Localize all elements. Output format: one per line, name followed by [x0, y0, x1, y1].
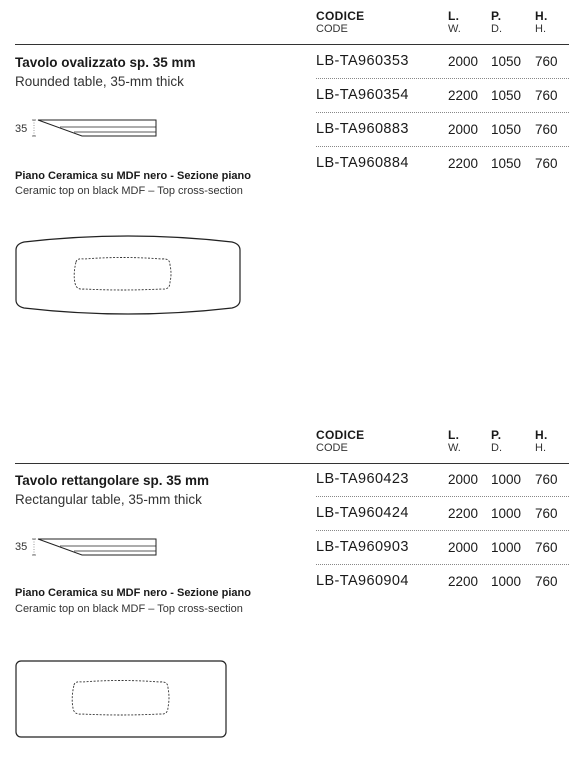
- product-code: LB-TA960883: [316, 121, 409, 137]
- header-code-it: CODICE: [316, 9, 365, 23]
- height-value: 760: [535, 472, 558, 487]
- material-title-en: Ceramic top on black MDF – Top cross-section: [15, 185, 243, 197]
- height-value: 760: [535, 540, 558, 555]
- width-value: 2000: [448, 122, 479, 137]
- column-header-width: [448, 429, 461, 454]
- depth-value: 1000: [491, 472, 522, 487]
- height-value: 760: [535, 88, 558, 103]
- height-value: 760: [535, 506, 558, 521]
- width-value: 2000: [448, 472, 479, 487]
- product-title-it: Tavolo rettangolare sp. 35 mm: [15, 473, 210, 488]
- height-value: 760: [535, 54, 558, 69]
- width-value: 2200: [448, 574, 479, 589]
- product-code: LB-TA960884: [316, 155, 409, 171]
- product-code: LB-TA960423: [316, 471, 409, 487]
- header-code-en: CODE: [316, 23, 348, 35]
- table-row: [316, 531, 569, 565]
- header-depth-it: P.: [491, 428, 502, 442]
- header-width-it: L.: [448, 9, 460, 23]
- height-value: 760: [535, 574, 558, 589]
- header-code-en: CODE: [316, 442, 348, 454]
- height-value: 760: [535, 122, 558, 137]
- rectangular-table-top-view: [14, 659, 228, 739]
- depth-value: 1050: [491, 122, 522, 137]
- product-code: LB-TA960354: [316, 87, 409, 103]
- width-value: 2000: [448, 54, 479, 69]
- header-height-en: H.: [535, 23, 546, 35]
- width-value: 2000: [448, 540, 479, 555]
- header-depth-it: P.: [491, 9, 502, 23]
- product-code: LB-TA960353: [316, 53, 409, 69]
- product-code: LB-TA960424: [316, 505, 409, 521]
- header-depth-en: D.: [491, 23, 502, 35]
- header-width-en: W.: [448, 442, 461, 454]
- height-value: 760: [535, 156, 558, 171]
- width-value: 2200: [448, 88, 479, 103]
- depth-value: 1000: [491, 506, 522, 521]
- header-height-en: H.: [535, 442, 546, 454]
- column-header-height: [535, 429, 548, 454]
- thickness-label: 35: [15, 123, 28, 135]
- header-code-it: CODICE: [316, 428, 365, 442]
- depth-value: 1050: [491, 156, 522, 171]
- material-title-it: Piano Ceramica su MDF nero - Sezione piano: [15, 170, 251, 182]
- depth-value: 1050: [491, 88, 522, 103]
- table-row: [316, 565, 569, 599]
- header-width-en: W.: [448, 23, 461, 35]
- material-title-en: Ceramic top on black MDF – Top cross-section: [15, 603, 243, 615]
- column-header-code: [316, 429, 364, 454]
- header-height-it: H.: [535, 9, 548, 23]
- column-header-depth: [491, 429, 502, 454]
- header-width-it: L.: [448, 428, 460, 442]
- product-title-en: Rectangular table, 35-mm thick: [15, 492, 202, 507]
- depth-value: 1000: [491, 540, 522, 555]
- header-depth-en: D.: [491, 442, 502, 454]
- product-code: LB-TA960904: [316, 573, 409, 589]
- thickness-label: 35: [15, 541, 28, 553]
- header-height-it: H.: [535, 428, 548, 442]
- depth-value: 1050: [491, 54, 522, 69]
- product-code: LB-TA960903: [316, 539, 409, 555]
- edge-profile-diagram: [30, 537, 160, 559]
- product-title-en: Rounded table, 35-mm thick: [15, 74, 184, 89]
- width-value: 2200: [448, 156, 479, 171]
- product-title-it: Tavolo ovalizzato sp. 35 mm: [15, 55, 196, 70]
- table-row: [316, 497, 569, 531]
- table-row: [316, 463, 569, 497]
- material-title-it: Piano Ceramica su MDF nero - Sezione piano: [15, 587, 251, 599]
- width-value: 2200: [448, 506, 479, 521]
- depth-value: 1000: [491, 574, 522, 589]
